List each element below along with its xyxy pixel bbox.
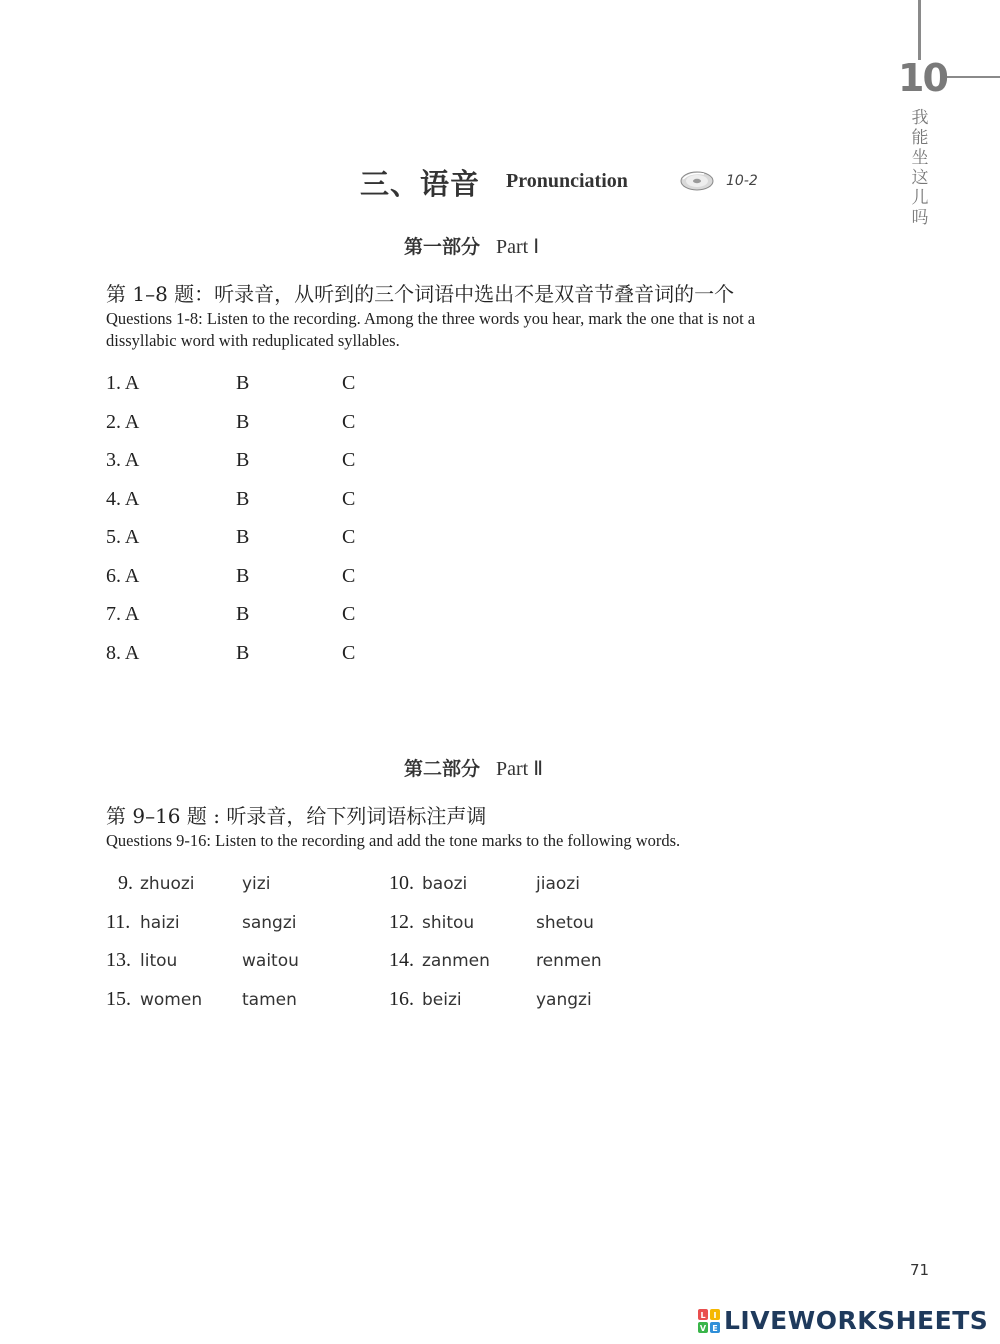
word-row xyxy=(0,949,1000,975)
word-item[interactable]: yizi xyxy=(242,874,271,894)
question-number: 12. xyxy=(389,911,414,933)
option-b[interactable]: B xyxy=(236,372,250,394)
word-item[interactable]: waitou xyxy=(242,951,299,971)
word-item[interactable]: yangzi xyxy=(536,990,592,1010)
liveworksheets-badge-icon xyxy=(698,1309,720,1333)
cd-icon[interactable] xyxy=(680,168,714,192)
word-item[interactable]: baozi xyxy=(422,874,468,894)
svg-text:V: V xyxy=(699,1324,707,1333)
option-a[interactable]: 5. A xyxy=(106,526,140,548)
option-b[interactable]: B xyxy=(236,565,250,587)
option-c[interactable]: C xyxy=(342,603,356,625)
word-item[interactable]: tamen xyxy=(242,990,297,1010)
question-number: 15. xyxy=(106,988,131,1010)
svg-text:E: E xyxy=(712,1324,718,1333)
part2-instruction-en: Questions 9-16: Listen to the recording and add the tone marks to the following words. xyxy=(106,831,681,850)
option-c[interactable]: C xyxy=(342,526,356,548)
question-number: 11. xyxy=(106,911,131,933)
word-item[interactable]: shitou xyxy=(422,913,475,933)
option-a[interactable]: 2. A xyxy=(106,411,140,433)
word-item[interactable]: sangzi xyxy=(242,913,297,933)
word-row xyxy=(0,911,1000,937)
option-a[interactable]: 7. A xyxy=(106,603,140,625)
option-b[interactable]: B xyxy=(236,411,250,433)
svg-text:L: L xyxy=(700,1311,706,1320)
option-c[interactable]: C xyxy=(342,565,356,587)
word-item[interactable]: renmen xyxy=(536,951,602,971)
question-number: 14. xyxy=(389,949,414,971)
track-number: 10-2 xyxy=(726,173,758,189)
page-number: 71 xyxy=(910,1261,930,1279)
option-c[interactable]: C xyxy=(342,488,356,510)
part2-heading-en: Part Ⅱ xyxy=(496,758,544,780)
word-item[interactable]: jiaozi xyxy=(536,874,580,894)
word-item[interactable]: shetou xyxy=(536,913,594,933)
question-number: 13. xyxy=(106,949,131,971)
chapter-tab-line xyxy=(918,0,921,60)
question-number: 9. xyxy=(118,872,133,894)
section-title-en: Pronunciation xyxy=(506,170,628,192)
option-b[interactable]: B xyxy=(236,526,250,548)
part1-instruction-en xyxy=(106,308,886,352)
part2-instruction-zh: 第 9–16 题 : 听录音，给下列词语标注声调 xyxy=(106,804,487,828)
word-item[interactable]: women xyxy=(140,990,203,1010)
option-c[interactable]: C xyxy=(342,372,356,394)
chapter-title: 我能坐这儿吗 xyxy=(911,108,929,228)
option-c[interactable]: C xyxy=(342,449,356,471)
option-b[interactable]: B xyxy=(236,488,250,510)
word-item[interactable]: beizi xyxy=(422,990,462,1010)
part2-heading xyxy=(404,754,543,781)
option-c[interactable]: C xyxy=(342,642,356,664)
part1-heading-en: Part Ⅰ xyxy=(496,236,540,258)
question-number: 10. xyxy=(389,872,414,894)
option-a[interactable]: 6. A xyxy=(106,565,140,587)
option-b[interactable]: B xyxy=(236,642,250,664)
part1-instruction-en-line1: Questions 1-8: Listen to the recording. Among the three words you hear, mark the one that is not a xyxy=(106,309,756,328)
option-a[interactable]: 4. A xyxy=(106,488,140,510)
option-c[interactable]: C xyxy=(342,411,356,433)
part1-heading-zh: 第一部分 xyxy=(404,236,481,258)
option-a[interactable]: 3. A xyxy=(106,449,140,471)
option-a[interactable]: 8. A xyxy=(106,642,140,664)
word-row xyxy=(0,872,1000,898)
word-row xyxy=(0,988,1000,1014)
part1-instruction-en-line2: dissyllabic word with reduplicated syllables. xyxy=(106,331,400,350)
section-title-zh: 三、语音 xyxy=(360,167,481,201)
option-b[interactable]: B xyxy=(236,449,250,471)
part2-heading-zh: 第二部分 xyxy=(404,758,481,780)
part1-instruction-zh: 第 1–8 题：听录音，从听到的三个词语中选出不是双音节叠音词的一个 xyxy=(106,282,735,306)
word-item[interactable]: haizi xyxy=(140,913,180,933)
word-item[interactable]: litou xyxy=(140,951,178,971)
chapter-tab-rule xyxy=(944,76,1000,78)
option-b[interactable]: B xyxy=(236,603,250,625)
word-item[interactable]: zhuozi xyxy=(140,874,195,894)
liveworksheets-wordmark: LIVEWORKSHEETS xyxy=(724,1306,989,1335)
option-a[interactable]: 1. A xyxy=(106,372,140,394)
part1-heading xyxy=(404,232,539,259)
svg-text:I: I xyxy=(713,1311,717,1320)
word-item[interactable]: zanmen xyxy=(422,951,490,971)
chapter-number: 10 xyxy=(898,56,947,100)
question-number: 16. xyxy=(389,988,414,1010)
